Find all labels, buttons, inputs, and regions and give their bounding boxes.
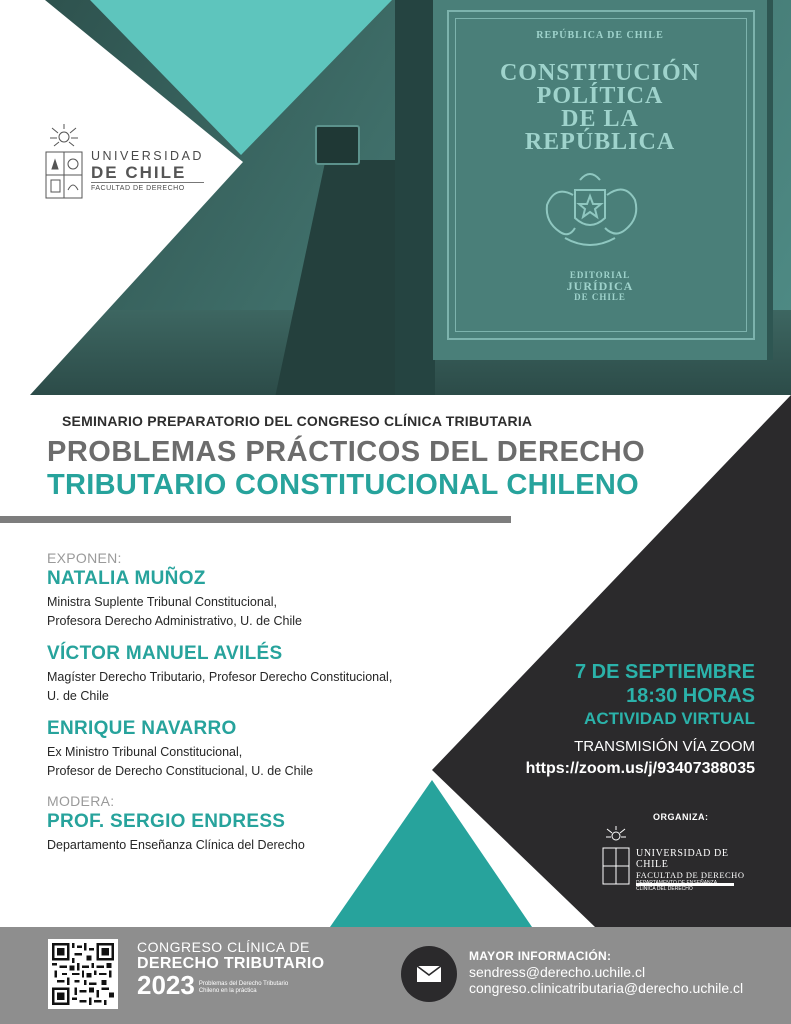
book-publisher: EDITORIAL JURÍDICA DE CHILE xyxy=(566,270,634,302)
organizer-faculty: FACULTAD DE DERECHO xyxy=(636,870,745,880)
event-stream: TRANSMISIÓN VÍA ZOOM xyxy=(574,738,755,755)
moderator-label: MODERA: xyxy=(47,793,115,809)
organizer-crest-icon xyxy=(601,826,631,886)
speaker-item xyxy=(47,643,467,706)
moderator-name: PROF. SERGIO ENDRESS xyxy=(47,811,286,832)
organizer-label: ORGANIZA: xyxy=(653,812,709,822)
speakers-label: EXPONEN: xyxy=(47,550,122,566)
logo-university: UNIVERSIDAD xyxy=(91,149,204,163)
moderator-item xyxy=(47,811,467,855)
event-info xyxy=(470,660,755,780)
speaker-name: NATALIA MUÑOZ xyxy=(47,568,206,589)
event-date: 7 DE SEPTIEMBRE xyxy=(574,661,755,683)
event-title-line2: TRIBUTARIO CONSTITUCIONAL CHILENO xyxy=(47,469,640,501)
logo-faculty: FACULTAD DE DERECHO xyxy=(91,182,204,193)
congress-subtitle: Problemas del Derecho Tributario Chileno en la práctica xyxy=(198,981,289,994)
speakers-section xyxy=(47,550,467,867)
event-title-line1: PROBLEMAS PRÁCTICOS DEL DERECHO xyxy=(47,436,646,468)
congress-line2: DERECHO TRIBUTARIO xyxy=(137,955,325,972)
book-title: CONSTITUCIÓN POLÍTICA DE LA REPÚBLICA xyxy=(499,60,701,155)
speaker-item xyxy=(47,718,467,781)
speaker-role: Ministra Suplente Tribunal Constitucional, Profesora Derecho Administrativo, U. de Chile xyxy=(47,595,302,628)
zoom-link[interactable]: https://zoom.us/j/93407388035 xyxy=(525,760,755,777)
event-time: 18:30 HORAS xyxy=(626,685,755,707)
speaker-name: ENRIQUE NAVARRO xyxy=(47,718,237,739)
congress-year: 2023 xyxy=(137,970,195,1000)
organizer-logo xyxy=(601,826,761,892)
organizer-bar xyxy=(636,883,734,886)
speaker-role: Magíster Derecho Tributario, Profesor Derecho Constitucional, U. de Chile xyxy=(47,670,393,703)
qr-code-icon[interactable] xyxy=(48,939,118,1009)
footer xyxy=(0,927,791,1024)
speaker-name: VÍCTOR MANUEL AVILÉS xyxy=(47,643,283,664)
organizer-university: UNIVERSIDAD DE CHILE xyxy=(636,848,729,870)
congress-line1: CONGRESO CLÍNICA DE xyxy=(137,939,310,955)
event-mode: ACTIVIDAD VIRTUAL xyxy=(584,709,755,728)
contact-info xyxy=(469,949,743,996)
congress-brand xyxy=(137,940,324,998)
speaker-item xyxy=(47,568,467,631)
title-divider xyxy=(0,516,511,523)
speaker-role: Ex Ministro Tribunal Constitucional, Profesor de Derecho Constitucional, U. de Chile xyxy=(47,745,314,778)
envelope-icon xyxy=(416,965,442,983)
logo-chile: DE CHILE xyxy=(91,163,187,182)
contact-email[interactable]: sendress@derecho.uchile.cl xyxy=(469,964,646,980)
contact-label: MAYOR INFORMACIÓN: xyxy=(469,949,612,963)
moderator-role: Departamento Enseñanza Clínica del Derecho xyxy=(47,838,305,852)
book-country: REPÚBLICA DE CHILE xyxy=(536,30,664,41)
seminar-kicker: SEMINARIO PREPARATORIO DEL CONGRESO CLÍNICA TRIBUTARIA xyxy=(62,413,533,429)
contact-email[interactable]: congreso.clinicatributaria@derecho.uchile.cl xyxy=(469,980,744,996)
organizer-department: CLÍNICA DEL DERECHO xyxy=(636,886,693,892)
